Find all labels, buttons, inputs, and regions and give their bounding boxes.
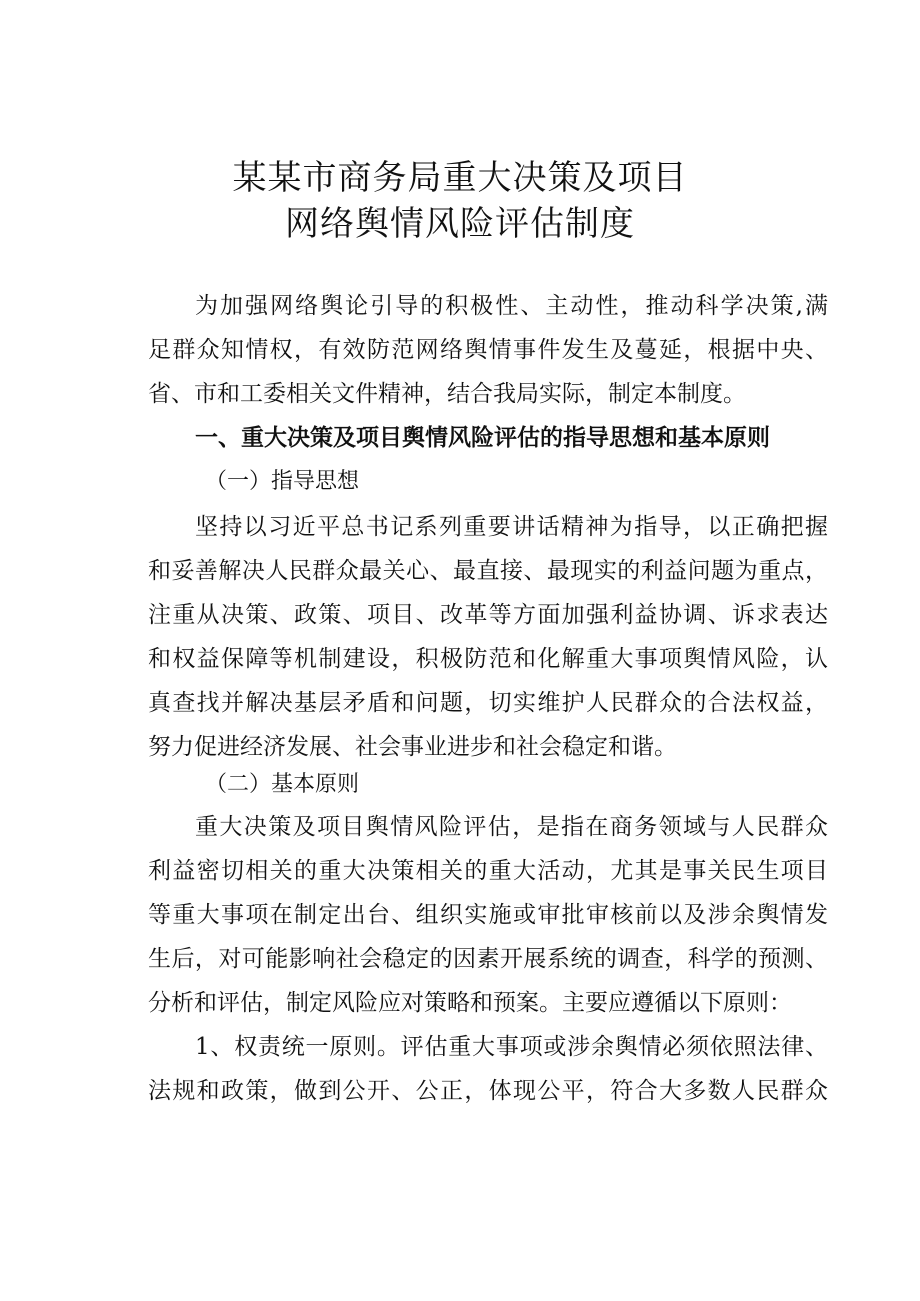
guiding-thought-line-5: 真查找并解决基层矛盾和问题，切实维护人民群众的合法权益， (148, 690, 828, 716)
guiding-thought-line-6: 努力促进经济发展、社会事业进步和社会稳定和谐。 (148, 734, 677, 760)
section-1-heading: 一、重大决策及项目舆情风险评估的指导思想和基本原则 (195, 425, 770, 451)
guiding-thought-line-2: 和妥善解决人民群众最关心、最直接、最现实的利益问题为重点， (148, 558, 828, 584)
document-title-line-1: 某某市商务局重大决策及项目 (232, 158, 688, 198)
intro-line-3: 省、市和工委相关文件精神，结合我局实际，制定本制度。 (148, 381, 746, 407)
guiding-thought-line-1: 坚持以习近平总书记系列重要讲话精神为指导，以正确把握 (195, 514, 828, 540)
guiding-thought-line-4: 和权益保障等机制建设，积极防范和化解重大事项舆情风险，认 (148, 646, 828, 672)
basic-principles-line-2: 利益密切相关的重大决策相关的重大活动，尤其是事关民生项目 (148, 858, 828, 884)
subsection-1-heading: （一）指导思想 (205, 469, 360, 494)
basic-principles-line-5: 分析和评估，制定风险应对策略和预案。主要应遵循以下原则： (148, 990, 792, 1016)
principle-1-line-2: 法规和政策，做到公开、公正，体现公平，符合大多数人民群众 (148, 1078, 828, 1104)
document-title-line-2: 网络舆情风险评估制度 (285, 204, 635, 244)
intro-line-2: 足群众知情权，有效防范网络舆情事件发生及蔓延，根据中央、 (148, 337, 828, 363)
intro-line-1: 为加强网络舆论引导的积极性、主动性，推动科学决策,满 (195, 293, 828, 319)
guiding-thought-line-3: 注重从决策、政策、项目、改革等方面加强利益协调、诉求表达 (148, 602, 828, 628)
basic-principles-line-4: 生后，对可能影响社会稳定的因素开展系统的调查，科学的预测、 (148, 946, 828, 972)
principle-1-line-1: 1、权责统一原则。评估重大事项或涉余舆情必须依照法律、 (195, 1034, 828, 1060)
basic-principles-line-3: 等重大事项在制定出台、组织实施或审批审核前以及涉余舆情发 (148, 902, 828, 928)
basic-principles-line-1: 重大决策及项目舆情风险评估，是指在商务领域与人民群众 (195, 814, 828, 840)
subsection-2-heading: （二）基本原则 (205, 772, 360, 797)
